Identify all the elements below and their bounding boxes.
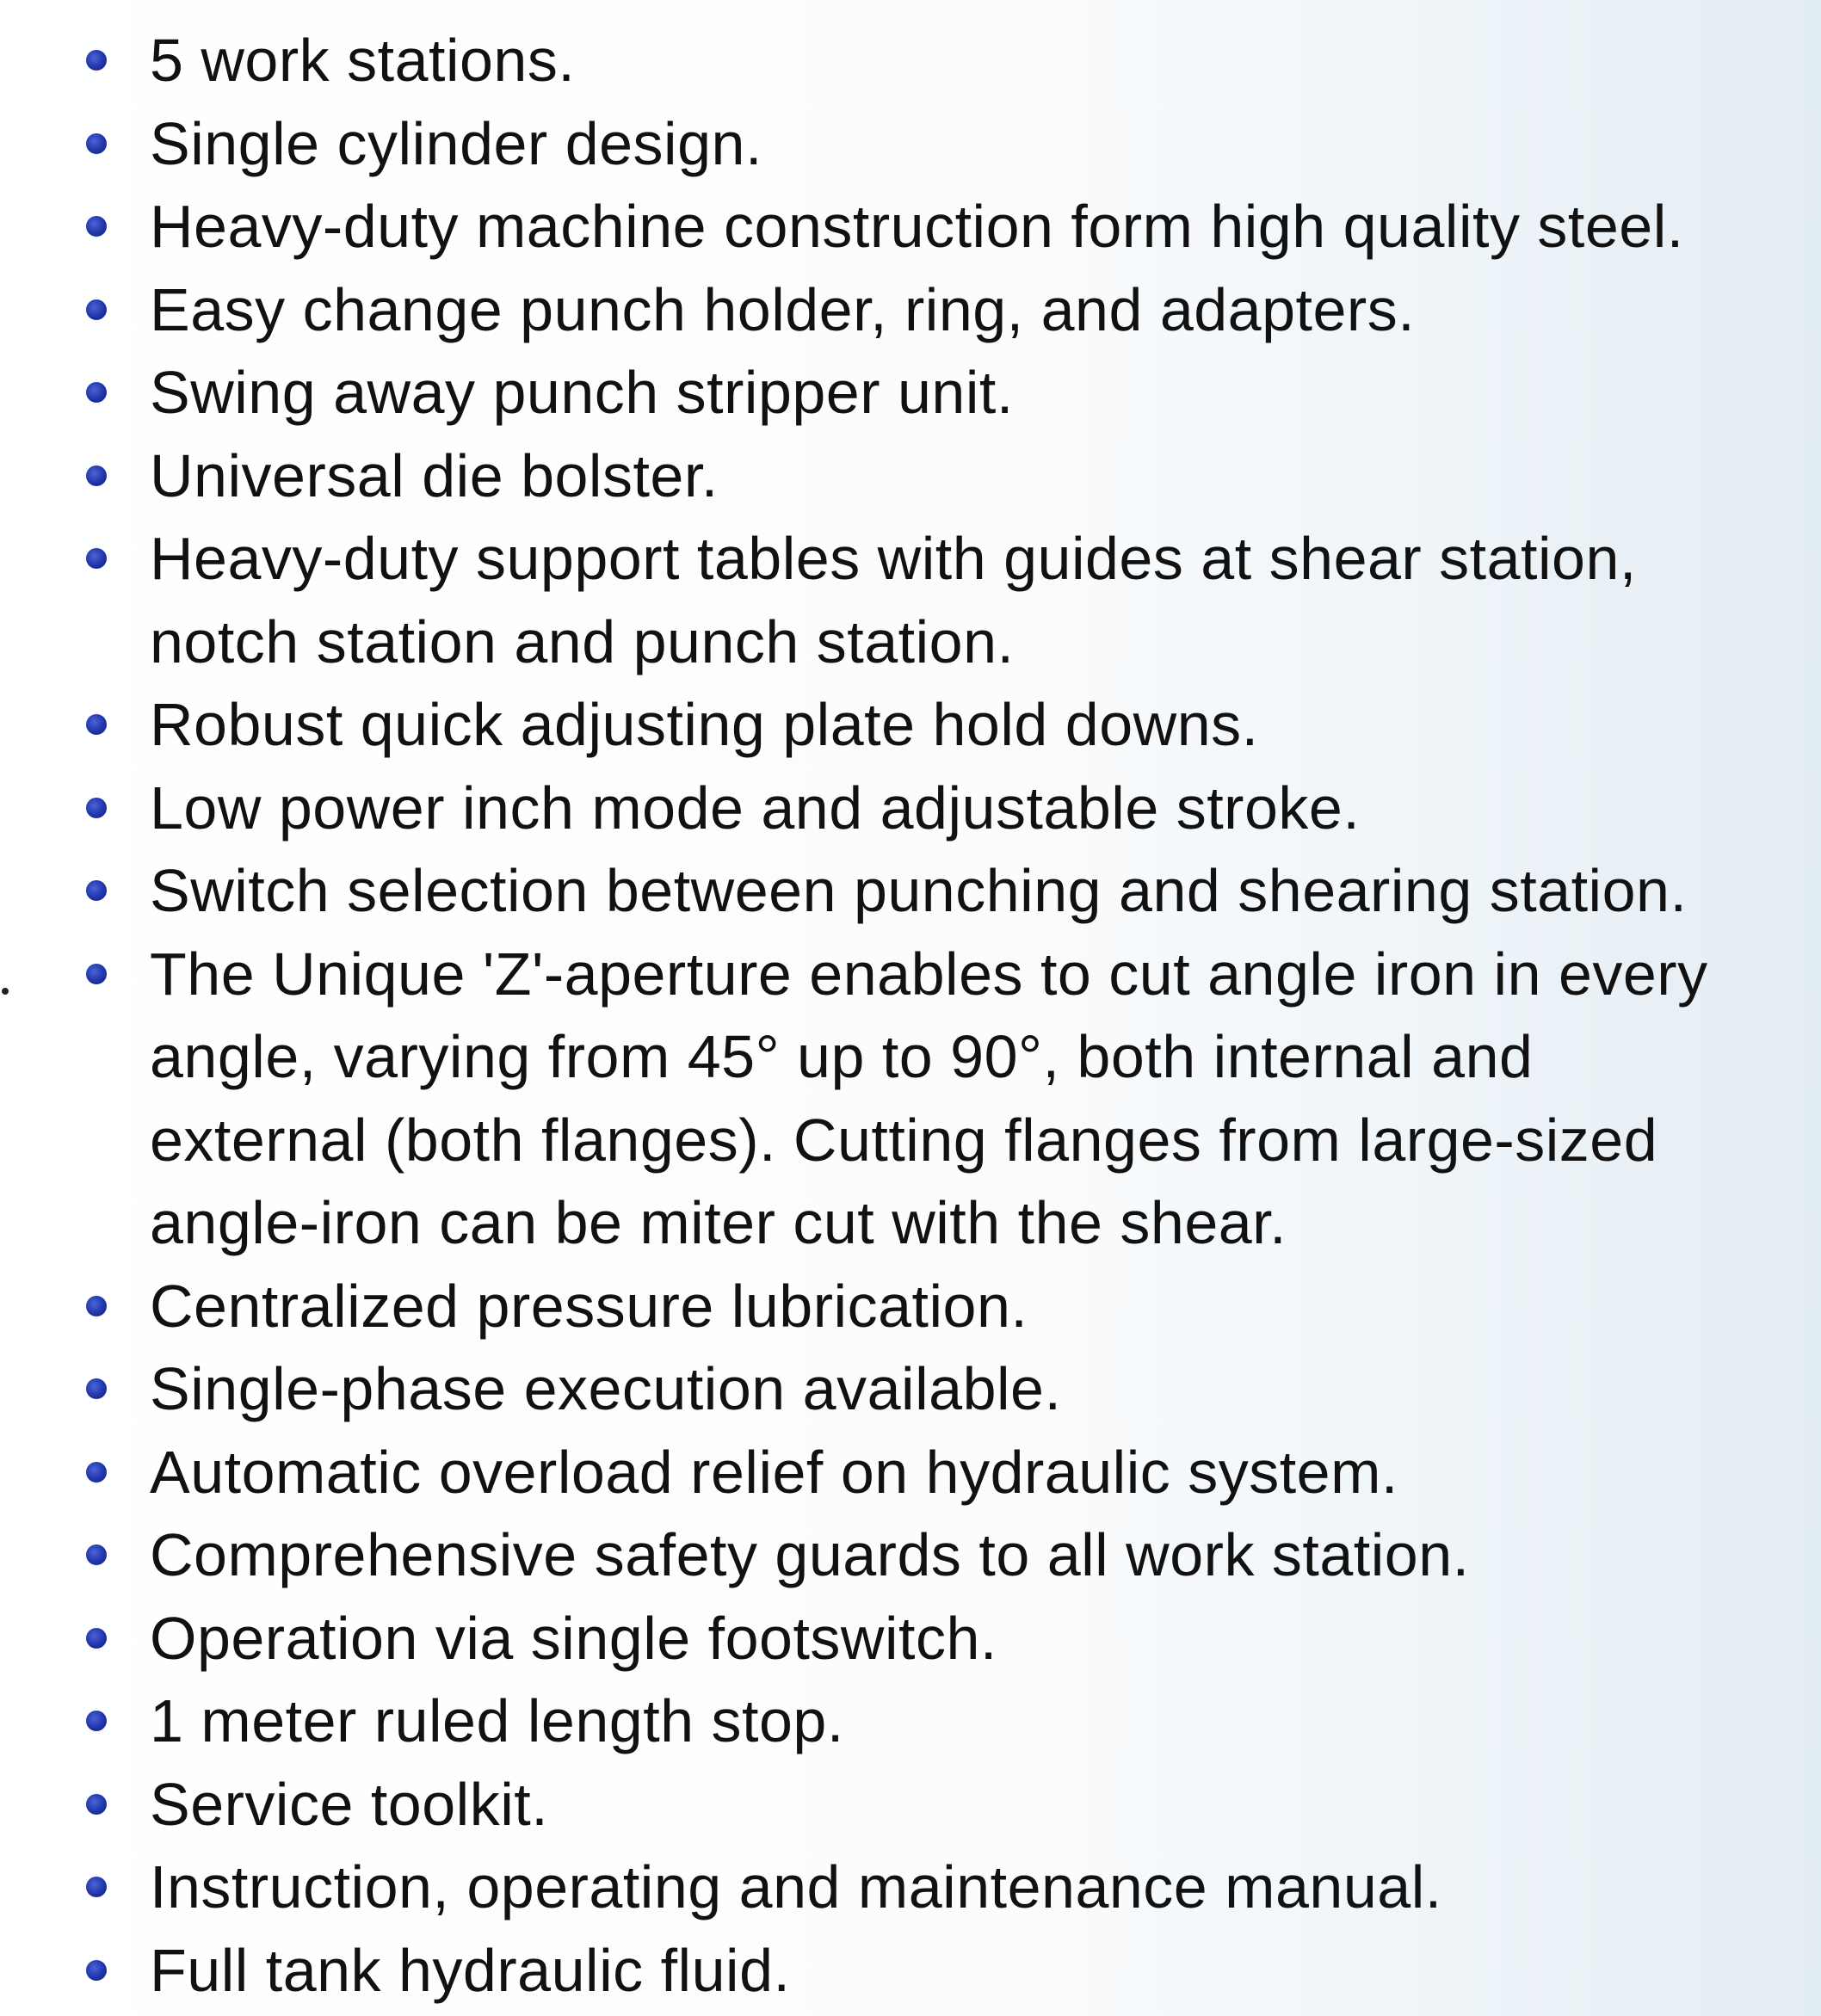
feature-text: Universal die bolster. bbox=[150, 441, 719, 509]
bullet-icon bbox=[86, 382, 107, 403]
bullet-icon bbox=[86, 1960, 107, 1981]
feature-item bbox=[0, 435, 1821, 518]
feature-text: The Unique 'Z'-aperture enables to cut angle iron in every bbox=[150, 940, 1708, 1008]
feature-text: Automatic overload relief on hydraulic system. bbox=[150, 1438, 1398, 1506]
bullet-icon bbox=[86, 465, 107, 486]
bullet-icon bbox=[86, 1628, 107, 1649]
bullet-icon bbox=[86, 299, 107, 320]
feature-text: Low power inch mode and adjustable stroke. bbox=[150, 774, 1361, 842]
feature-item bbox=[0, 933, 1821, 1265]
feature-item bbox=[0, 185, 1821, 268]
feature-text: 5 work stations. bbox=[150, 27, 576, 94]
feature-text: 1 meter ruled length stop. bbox=[150, 1687, 844, 1754]
bullet-icon bbox=[86, 964, 107, 984]
feature-item bbox=[0, 19, 1821, 102]
feature-text: Heavy-duty machine construction form high quality steel. bbox=[150, 193, 1684, 260]
feature-text: Single cylinder design. bbox=[150, 109, 762, 177]
feature-text: external (both flanges). Cutting flanges from large-sized bbox=[150, 1106, 1658, 1174]
feature-text: Operation via single footswitch. bbox=[150, 1604, 997, 1672]
feature-text: Full tank hydraulic fluid. bbox=[150, 1936, 791, 2004]
bullet-icon bbox=[86, 1378, 107, 1399]
bullet-icon bbox=[86, 50, 107, 71]
feature-item bbox=[0, 1846, 1821, 1929]
bullet-icon bbox=[86, 798, 107, 818]
bullet-icon bbox=[86, 714, 107, 735]
bullet-icon bbox=[86, 1296, 107, 1316]
bullet-icon bbox=[86, 548, 107, 569]
feature-text: angle, varying from 45° up to 90°, both internal and bbox=[150, 1023, 1534, 1090]
feature-item bbox=[0, 517, 1821, 683]
feature-text: Single-phase execution available. bbox=[150, 1355, 1062, 1422]
bullet-icon bbox=[86, 1794, 107, 1815]
bullet-icon bbox=[86, 880, 107, 901]
bullet-icon bbox=[86, 1462, 107, 1483]
feature-item bbox=[0, 1265, 1821, 1348]
feature-text: Switch selection between punching and shearing station. bbox=[150, 857, 1688, 924]
feature-item bbox=[0, 849, 1821, 933]
feature-item bbox=[0, 351, 1821, 435]
feature-text: Comprehensive safety guards to all work station. bbox=[150, 1521, 1470, 1588]
feature-text: Robust quick adjusting plate hold downs. bbox=[150, 691, 1259, 758]
feature-item bbox=[0, 268, 1821, 352]
bullet-icon bbox=[86, 216, 107, 237]
feature-item bbox=[0, 1763, 1821, 1846]
bullet-icon bbox=[86, 1711, 107, 1731]
feature-item bbox=[0, 683, 1821, 767]
feature-item bbox=[0, 1597, 1821, 1680]
feature-text: Centralized pressure lubrication. bbox=[150, 1272, 1028, 1340]
feature-text: Instruction, operating and maintenance manual. bbox=[150, 1853, 1442, 1920]
feature-item bbox=[0, 1347, 1821, 1431]
feature-text: notch station and punch station. bbox=[150, 607, 1015, 675]
feature-text: Swing away punch stripper unit. bbox=[150, 359, 1014, 426]
feature-item bbox=[0, 1680, 1821, 1763]
feature-text: Heavy-duty support tables with guides at shear station, bbox=[150, 525, 1637, 592]
bullet-icon bbox=[86, 133, 107, 154]
feature-text: Easy change punch holder, ring, and adapters. bbox=[150, 275, 1416, 343]
feature-text: angle-iron can be miter cut with the shear. bbox=[150, 1189, 1287, 1256]
feature-item bbox=[0, 102, 1821, 186]
bullet-icon bbox=[86, 1544, 107, 1565]
feature-list bbox=[0, 19, 1821, 2012]
feature-text: Service toolkit. bbox=[150, 1770, 549, 1838]
feature-item bbox=[0, 1929, 1821, 2013]
feature-item bbox=[0, 1431, 1821, 1514]
feature-item bbox=[0, 1514, 1821, 1597]
feature-item bbox=[0, 767, 1821, 850]
bullet-icon bbox=[86, 1877, 107, 1897]
